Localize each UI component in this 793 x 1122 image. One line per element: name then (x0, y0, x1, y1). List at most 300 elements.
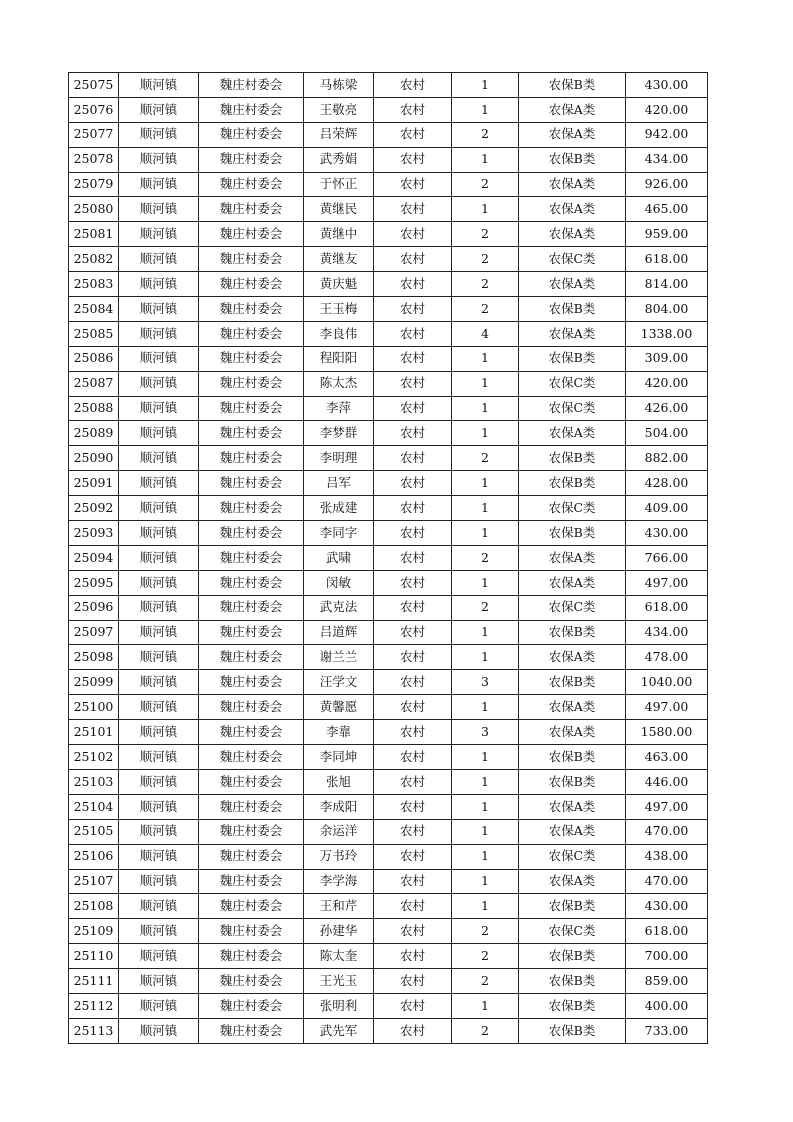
village-committee-cell: 魏庄村委会 (199, 769, 304, 794)
table-row (69, 869, 708, 894)
amount-cell: 438.00 (626, 844, 708, 869)
area-type-cell: 农村 (374, 247, 452, 272)
area-type-cell: 农村 (374, 720, 452, 745)
area-type-cell: 农村 (374, 272, 452, 297)
category-cell: 农保A类 (519, 570, 626, 595)
name-cell: 武啸 (304, 545, 374, 570)
table-row (69, 446, 708, 471)
count-cell: 1 (452, 819, 519, 844)
category-cell: 农保A类 (519, 97, 626, 122)
name-cell: 张明利 (304, 993, 374, 1018)
area-type-cell: 农村 (374, 819, 452, 844)
table-row (69, 645, 708, 670)
category-cell: 农保A类 (519, 421, 626, 446)
village-committee-cell: 魏庄村委会 (199, 595, 304, 620)
village-committee-cell: 魏庄村委会 (199, 869, 304, 894)
table-row (69, 595, 708, 620)
town-cell: 顺河镇 (119, 1018, 199, 1043)
record-id-cell: 25100 (69, 695, 119, 720)
record-id-cell: 25094 (69, 545, 119, 570)
table-row (69, 371, 708, 396)
amount-cell: 420.00 (626, 97, 708, 122)
count-cell: 1 (452, 645, 519, 670)
count-cell: 2 (452, 272, 519, 297)
record-id-cell: 25078 (69, 147, 119, 172)
category-cell: 农保A类 (519, 869, 626, 894)
town-cell: 顺河镇 (119, 769, 199, 794)
town-cell: 顺河镇 (119, 222, 199, 247)
record-id-cell: 25110 (69, 944, 119, 969)
category-cell: 农保A类 (519, 172, 626, 197)
area-type-cell: 农村 (374, 222, 452, 247)
town-cell: 顺河镇 (119, 297, 199, 322)
table-row (69, 1018, 708, 1043)
town-cell: 顺河镇 (119, 496, 199, 521)
category-cell: 农保C类 (519, 595, 626, 620)
category-cell: 农保C类 (519, 247, 626, 272)
area-type-cell: 农村 (374, 745, 452, 770)
record-id-cell: 25086 (69, 346, 119, 371)
area-type-cell: 农村 (374, 869, 452, 894)
amount-cell: 804.00 (626, 297, 708, 322)
name-cell: 万书玲 (304, 844, 374, 869)
category-cell: 农保C类 (519, 844, 626, 869)
category-cell: 农保C类 (519, 396, 626, 421)
town-cell: 顺河镇 (119, 272, 199, 297)
amount-cell: 478.00 (626, 645, 708, 670)
name-cell: 武克法 (304, 595, 374, 620)
record-id-cell: 25093 (69, 521, 119, 546)
record-id-cell: 25083 (69, 272, 119, 297)
village-committee-cell: 魏庄村委会 (199, 272, 304, 297)
town-cell: 顺河镇 (119, 869, 199, 894)
table-row (69, 471, 708, 496)
amount-cell: 733.00 (626, 1018, 708, 1043)
table-row (69, 720, 708, 745)
village-committee-cell: 魏庄村委会 (199, 396, 304, 421)
amount-cell: 446.00 (626, 769, 708, 794)
record-id-cell: 25099 (69, 670, 119, 695)
count-cell: 2 (452, 545, 519, 570)
town-cell: 顺河镇 (119, 471, 199, 496)
amount-cell: 766.00 (626, 545, 708, 570)
category-cell: 农保B类 (519, 620, 626, 645)
count-cell: 2 (452, 446, 519, 471)
table-row (69, 769, 708, 794)
area-type-cell: 农村 (374, 73, 452, 98)
village-committee-cell: 魏庄村委会 (199, 1018, 304, 1043)
category-cell: 农保A类 (519, 197, 626, 222)
count-cell: 2 (452, 919, 519, 944)
table-row (69, 819, 708, 844)
count-cell: 2 (452, 944, 519, 969)
record-id-cell: 25091 (69, 471, 119, 496)
category-cell: 农保B类 (519, 769, 626, 794)
count-cell: 1 (452, 620, 519, 645)
amount-cell: 465.00 (626, 197, 708, 222)
category-cell: 农保A类 (519, 272, 626, 297)
area-type-cell: 农村 (374, 147, 452, 172)
table-row (69, 396, 708, 421)
name-cell: 李成阳 (304, 794, 374, 819)
record-id-cell: 25077 (69, 122, 119, 147)
village-committee-cell: 魏庄村委会 (199, 147, 304, 172)
record-id-cell: 25088 (69, 396, 119, 421)
name-cell: 李明理 (304, 446, 374, 471)
amount-cell: 700.00 (626, 944, 708, 969)
record-id-cell: 25112 (69, 993, 119, 1018)
record-id-cell: 25095 (69, 570, 119, 595)
amount-cell: 420.00 (626, 371, 708, 396)
area-type-cell: 农村 (374, 496, 452, 521)
area-type-cell: 农村 (374, 446, 452, 471)
count-cell: 1 (452, 993, 519, 1018)
category-cell: 农保B类 (519, 147, 626, 172)
count-cell: 1 (452, 496, 519, 521)
area-type-cell: 农村 (374, 769, 452, 794)
village-committee-cell: 魏庄村委会 (199, 645, 304, 670)
area-type-cell: 农村 (374, 645, 452, 670)
village-committee-cell: 魏庄村委会 (199, 471, 304, 496)
record-id-cell: 25097 (69, 620, 119, 645)
village-committee-cell: 魏庄村委会 (199, 695, 304, 720)
name-cell: 黄继民 (304, 197, 374, 222)
town-cell: 顺河镇 (119, 321, 199, 346)
record-id-cell: 25096 (69, 595, 119, 620)
area-type-cell: 农村 (374, 371, 452, 396)
amount-cell: 618.00 (626, 247, 708, 272)
table-row (69, 247, 708, 272)
table-row (69, 944, 708, 969)
record-id-cell: 25105 (69, 819, 119, 844)
area-type-cell: 农村 (374, 122, 452, 147)
town-cell: 顺河镇 (119, 993, 199, 1018)
town-cell: 顺河镇 (119, 73, 199, 98)
village-committee-cell: 魏庄村委会 (199, 819, 304, 844)
count-cell: 3 (452, 720, 519, 745)
category-cell: 农保B类 (519, 745, 626, 770)
record-id-cell: 25084 (69, 297, 119, 322)
table-row (69, 745, 708, 770)
area-type-cell: 农村 (374, 545, 452, 570)
table-row (69, 844, 708, 869)
amount-cell: 463.00 (626, 745, 708, 770)
name-cell: 黄馨愿 (304, 695, 374, 720)
name-cell: 王和芹 (304, 894, 374, 919)
amount-cell: 814.00 (626, 272, 708, 297)
table-row (69, 969, 708, 994)
town-cell: 顺河镇 (119, 396, 199, 421)
name-cell: 孙建华 (304, 919, 374, 944)
count-cell: 1 (452, 794, 519, 819)
document-sheet (68, 72, 708, 1044)
record-id-cell: 25076 (69, 97, 119, 122)
category-cell: 农保A类 (519, 720, 626, 745)
town-cell: 顺河镇 (119, 844, 199, 869)
table-body (69, 73, 708, 1044)
category-cell: 农保B类 (519, 471, 626, 496)
area-type-cell: 农村 (374, 197, 452, 222)
area-type-cell: 农村 (374, 969, 452, 994)
village-committee-cell: 魏庄村委会 (199, 73, 304, 98)
category-cell: 农保B类 (519, 346, 626, 371)
name-cell: 谢兰兰 (304, 645, 374, 670)
area-type-cell: 农村 (374, 421, 452, 446)
category-cell: 农保A类 (519, 794, 626, 819)
name-cell: 李萍 (304, 396, 374, 421)
category-cell: 农保C类 (519, 371, 626, 396)
category-cell: 农保B类 (519, 297, 626, 322)
name-cell: 吕荣辉 (304, 122, 374, 147)
count-cell: 1 (452, 869, 519, 894)
count-cell: 1 (452, 745, 519, 770)
data-table (68, 72, 708, 1044)
amount-cell: 926.00 (626, 172, 708, 197)
town-cell: 顺河镇 (119, 446, 199, 471)
amount-cell: 430.00 (626, 73, 708, 98)
table-row (69, 894, 708, 919)
table-row (69, 570, 708, 595)
village-committee-cell: 魏庄村委会 (199, 297, 304, 322)
table-row (69, 222, 708, 247)
town-cell: 顺河镇 (119, 645, 199, 670)
table-row (69, 919, 708, 944)
town-cell: 顺河镇 (119, 421, 199, 446)
area-type-cell: 农村 (374, 944, 452, 969)
town-cell: 顺河镇 (119, 97, 199, 122)
record-id-cell: 25075 (69, 73, 119, 98)
category-cell: 农保A类 (519, 222, 626, 247)
village-committee-cell: 魏庄村委会 (199, 521, 304, 546)
amount-cell: 409.00 (626, 496, 708, 521)
name-cell: 王光玉 (304, 969, 374, 994)
town-cell: 顺河镇 (119, 172, 199, 197)
town-cell: 顺河镇 (119, 346, 199, 371)
town-cell: 顺河镇 (119, 521, 199, 546)
village-committee-cell: 魏庄村委会 (199, 720, 304, 745)
category-cell: 农保B类 (519, 894, 626, 919)
table-row (69, 122, 708, 147)
area-type-cell: 农村 (374, 396, 452, 421)
village-committee-cell: 魏庄村委会 (199, 421, 304, 446)
record-id-cell: 25106 (69, 844, 119, 869)
town-cell: 顺河镇 (119, 919, 199, 944)
record-id-cell: 25113 (69, 1018, 119, 1043)
table-row (69, 794, 708, 819)
table-row (69, 197, 708, 222)
town-cell: 顺河镇 (119, 595, 199, 620)
village-committee-cell: 魏庄村委会 (199, 97, 304, 122)
amount-cell: 497.00 (626, 695, 708, 720)
name-cell: 王敬亮 (304, 97, 374, 122)
area-type-cell: 农村 (374, 1018, 452, 1043)
name-cell: 王玉梅 (304, 297, 374, 322)
area-type-cell: 农村 (374, 695, 452, 720)
table-row (69, 346, 708, 371)
record-id-cell: 25079 (69, 172, 119, 197)
table-row (69, 421, 708, 446)
table-row (69, 272, 708, 297)
record-id-cell: 25101 (69, 720, 119, 745)
record-id-cell: 25111 (69, 969, 119, 994)
table-row (69, 147, 708, 172)
amount-cell: 400.00 (626, 993, 708, 1018)
count-cell: 1 (452, 695, 519, 720)
count-cell: 1 (452, 894, 519, 919)
table-row (69, 695, 708, 720)
name-cell: 黄继友 (304, 247, 374, 272)
amount-cell: 430.00 (626, 894, 708, 919)
table-row (69, 496, 708, 521)
town-cell: 顺河镇 (119, 969, 199, 994)
village-committee-cell: 魏庄村委会 (199, 122, 304, 147)
amount-cell: 497.00 (626, 794, 708, 819)
area-type-cell: 农村 (374, 97, 452, 122)
town-cell: 顺河镇 (119, 147, 199, 172)
count-cell: 1 (452, 396, 519, 421)
category-cell: 农保A类 (519, 695, 626, 720)
area-type-cell: 农村 (374, 297, 452, 322)
amount-cell: 1338.00 (626, 321, 708, 346)
count-cell: 2 (452, 297, 519, 322)
category-cell: 农保C类 (519, 496, 626, 521)
town-cell: 顺河镇 (119, 371, 199, 396)
category-cell: 农保B类 (519, 446, 626, 471)
amount-cell: 882.00 (626, 446, 708, 471)
table-row (69, 545, 708, 570)
category-cell: 农保B类 (519, 73, 626, 98)
village-committee-cell: 魏庄村委会 (199, 993, 304, 1018)
area-type-cell: 农村 (374, 993, 452, 1018)
area-type-cell: 农村 (374, 570, 452, 595)
name-cell: 吕军 (304, 471, 374, 496)
count-cell: 1 (452, 521, 519, 546)
town-cell: 顺河镇 (119, 720, 199, 745)
record-id-cell: 25081 (69, 222, 119, 247)
amount-cell: 434.00 (626, 620, 708, 645)
record-id-cell: 25089 (69, 421, 119, 446)
village-committee-cell: 魏庄村委会 (199, 371, 304, 396)
amount-cell: 959.00 (626, 222, 708, 247)
village-committee-cell: 魏庄村委会 (199, 446, 304, 471)
name-cell: 余运洋 (304, 819, 374, 844)
table-row (69, 297, 708, 322)
count-cell: 1 (452, 197, 519, 222)
amount-cell: 942.00 (626, 122, 708, 147)
amount-cell: 470.00 (626, 869, 708, 894)
amount-cell: 430.00 (626, 521, 708, 546)
record-id-cell: 25092 (69, 496, 119, 521)
record-id-cell: 25104 (69, 794, 119, 819)
area-type-cell: 农村 (374, 894, 452, 919)
area-type-cell: 农村 (374, 844, 452, 869)
village-committee-cell: 魏庄村委会 (199, 570, 304, 595)
town-cell: 顺河镇 (119, 247, 199, 272)
village-committee-cell: 魏庄村委会 (199, 670, 304, 695)
table-row (69, 97, 708, 122)
amount-cell: 618.00 (626, 595, 708, 620)
village-committee-cell: 魏庄村委会 (199, 197, 304, 222)
category-cell: 农保A类 (519, 545, 626, 570)
name-cell: 陈太杰 (304, 371, 374, 396)
amount-cell: 1040.00 (626, 670, 708, 695)
table-row (69, 321, 708, 346)
category-cell: 农保B类 (519, 670, 626, 695)
village-committee-cell: 魏庄村委会 (199, 919, 304, 944)
amount-cell: 309.00 (626, 346, 708, 371)
name-cell: 黄庆魁 (304, 272, 374, 297)
area-type-cell: 农村 (374, 346, 452, 371)
category-cell: 农保B类 (519, 969, 626, 994)
table-row (69, 620, 708, 645)
category-cell: 农保A类 (519, 645, 626, 670)
amount-cell: 859.00 (626, 969, 708, 994)
table-row (69, 521, 708, 546)
name-cell: 程阳阳 (304, 346, 374, 371)
village-committee-cell: 魏庄村委会 (199, 894, 304, 919)
name-cell: 于怀正 (304, 172, 374, 197)
record-id-cell: 25102 (69, 745, 119, 770)
category-cell: 农保B类 (519, 944, 626, 969)
amount-cell: 618.00 (626, 919, 708, 944)
amount-cell: 497.00 (626, 570, 708, 595)
count-cell: 2 (452, 172, 519, 197)
count-cell: 2 (452, 969, 519, 994)
record-id-cell: 25108 (69, 894, 119, 919)
amount-cell: 504.00 (626, 421, 708, 446)
record-id-cell: 25090 (69, 446, 119, 471)
category-cell: 农保A类 (519, 819, 626, 844)
name-cell: 李梦群 (304, 421, 374, 446)
record-id-cell: 25103 (69, 769, 119, 794)
record-id-cell: 25082 (69, 247, 119, 272)
town-cell: 顺河镇 (119, 122, 199, 147)
town-cell: 顺河镇 (119, 670, 199, 695)
village-committee-cell: 魏庄村委会 (199, 222, 304, 247)
record-id-cell: 25107 (69, 869, 119, 894)
count-cell: 2 (452, 595, 519, 620)
town-cell: 顺河镇 (119, 819, 199, 844)
name-cell: 武先军 (304, 1018, 374, 1043)
name-cell: 黄继中 (304, 222, 374, 247)
area-type-cell: 农村 (374, 919, 452, 944)
village-committee-cell: 魏庄村委会 (199, 346, 304, 371)
area-type-cell: 农村 (374, 471, 452, 496)
count-cell: 3 (452, 670, 519, 695)
count-cell: 1 (452, 371, 519, 396)
count-cell: 1 (452, 471, 519, 496)
village-committee-cell: 魏庄村委会 (199, 844, 304, 869)
category-cell: 农保A类 (519, 321, 626, 346)
name-cell: 汪学文 (304, 670, 374, 695)
count-cell: 1 (452, 147, 519, 172)
amount-cell: 426.00 (626, 396, 708, 421)
name-cell: 马栋梁 (304, 73, 374, 98)
town-cell: 顺河镇 (119, 197, 199, 222)
table-row (69, 172, 708, 197)
name-cell: 李学海 (304, 869, 374, 894)
count-cell: 1 (452, 346, 519, 371)
record-id-cell: 25087 (69, 371, 119, 396)
category-cell: 农保C类 (519, 919, 626, 944)
category-cell: 农保A类 (519, 122, 626, 147)
amount-cell: 434.00 (626, 147, 708, 172)
area-type-cell: 农村 (374, 794, 452, 819)
name-cell: 张成建 (304, 496, 374, 521)
area-type-cell: 农村 (374, 521, 452, 546)
area-type-cell: 农村 (374, 670, 452, 695)
town-cell: 顺河镇 (119, 545, 199, 570)
